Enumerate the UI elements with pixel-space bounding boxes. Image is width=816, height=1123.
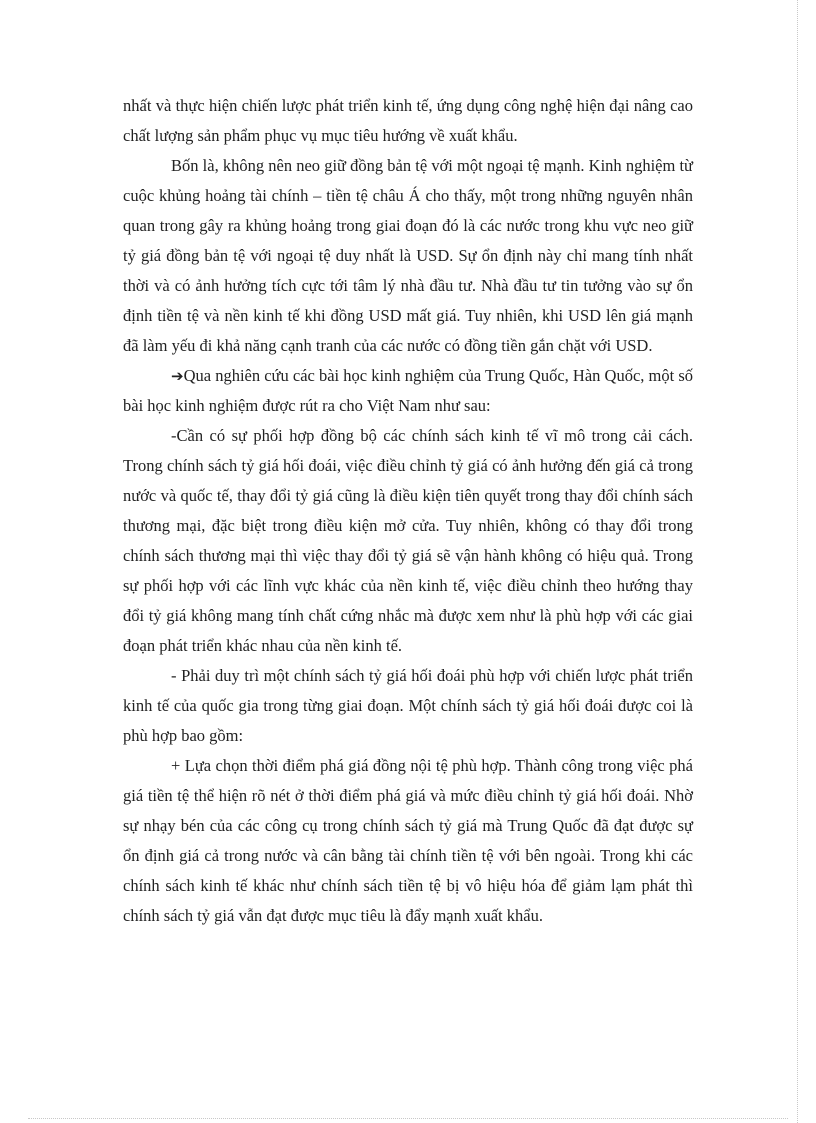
paragraph-policy-fit: - Phải duy trì một chính sách tỷ giá hối đoái phù hợp với chiến lược phát triển kinh tế của quốc gia trong từng giai đoạn. Một chính sách tỷ giá hối đoái được coi là phù hợp bao gồm:: [123, 666, 693, 745]
paragraph-continuation: nhất và thực hiện chiến lược phát triển kinh tế, ứng dụng công nghệ hiện đại nâng cao chất lượng sản phẩm phục vụ mục tiêu hướng về xuất khẩu.: [123, 96, 693, 145]
paragraph-devaluation-timing: + Lựa chọn thời điểm phá giá đồng nội tệ phù hợp. Thành công trong việc phá giá tiền tệ thể hiện rõ nét ở thời điểm phá giá và mức điều chỉnh tỷ giá hối đoái. Nhờ sự nhạy bén của các công cụ trong chính sách tỷ giá mà Trung Quốc đã đạt được sự ổn định giá cả trong nước và cân bằng tài chính tiền tệ với bên ngoài. Trong khi các chính sách kinh tế khác như chính sách tiền tệ bị vô hiệu hóa để giảm lạm phát thì chính sách tỷ giá vẫn đạt được mục tiêu là đẩy mạnh xuất khẩu.: [123, 756, 693, 925]
document-body: [123, 91, 693, 931]
paragraph-fourth-lesson: Bốn là, không nên neo giữ đồng bản tệ với một ngoại tệ mạnh. Kinh nghiệm từ cuộc khủng hoảng tài chính – tiền tệ châu Á cho thấy, một trong những nguyên nhân quan trong gây ra khủng hoảng trong giai đoạn đó là các nước trong khu vực neo giữ tỷ giá đồng bản tệ với ngoại tệ duy nhất là USD. Sự ổn định này chỉ mang tính nhất thời và có ảnh hưởng tích cực tới tâm lý nhà đầu tư. Nhà đầu tư tin tưởng vào sự ổn định tiền tệ và nền kinh tế khi đồng USD mất giá. Tuy nhiên, khi USD lên giá mạnh đã làm yếu đi khả năng cạnh tranh của các nước có đồng tiền gắn chặt với USD.: [123, 156, 693, 355]
page-bottom-border: [28, 1118, 788, 1119]
right-arrow-icon: ➔: [171, 367, 184, 385]
paragraph-summary-text: Qua nghiên cứu các bài học kinh nghiệm của Trung Quốc, Hàn Quốc, một số bài học kinh nghiệm được rút ra cho Việt Nam như sau:: [123, 366, 693, 415]
page-right-border: [797, 0, 798, 1123]
paragraph-summary: [123, 361, 693, 421]
paragraph-coordination: -Cần có sự phối hợp đồng bộ các chính sách kinh tế vĩ mô trong cải cách. Trong chính sách tỷ giá hối đoái, việc điều chỉnh tỷ giá có ảnh hưởng đến giá cả trong nước và quốc tế, thay đổi tỷ giá cũng là điều kiện tiên quyết trong thay đổi chính sách thương mại, đặc biệt trong điều kiện mở cửa. Tuy nhiên, không có thay đổi trong chính sách thương mại thì việc thay đổi tỷ giá sẽ vận hành không có hiệu quả. Trong sự phối hợp với các lĩnh vực khác của nền kinh tế, việc điều chỉnh theo hướng thay đổi tỷ giá không mang tính chất cứng nhắc mà được xem như là phù hợp với các giai đoạn phát triển khác nhau của nền kinh tế.: [123, 426, 693, 655]
